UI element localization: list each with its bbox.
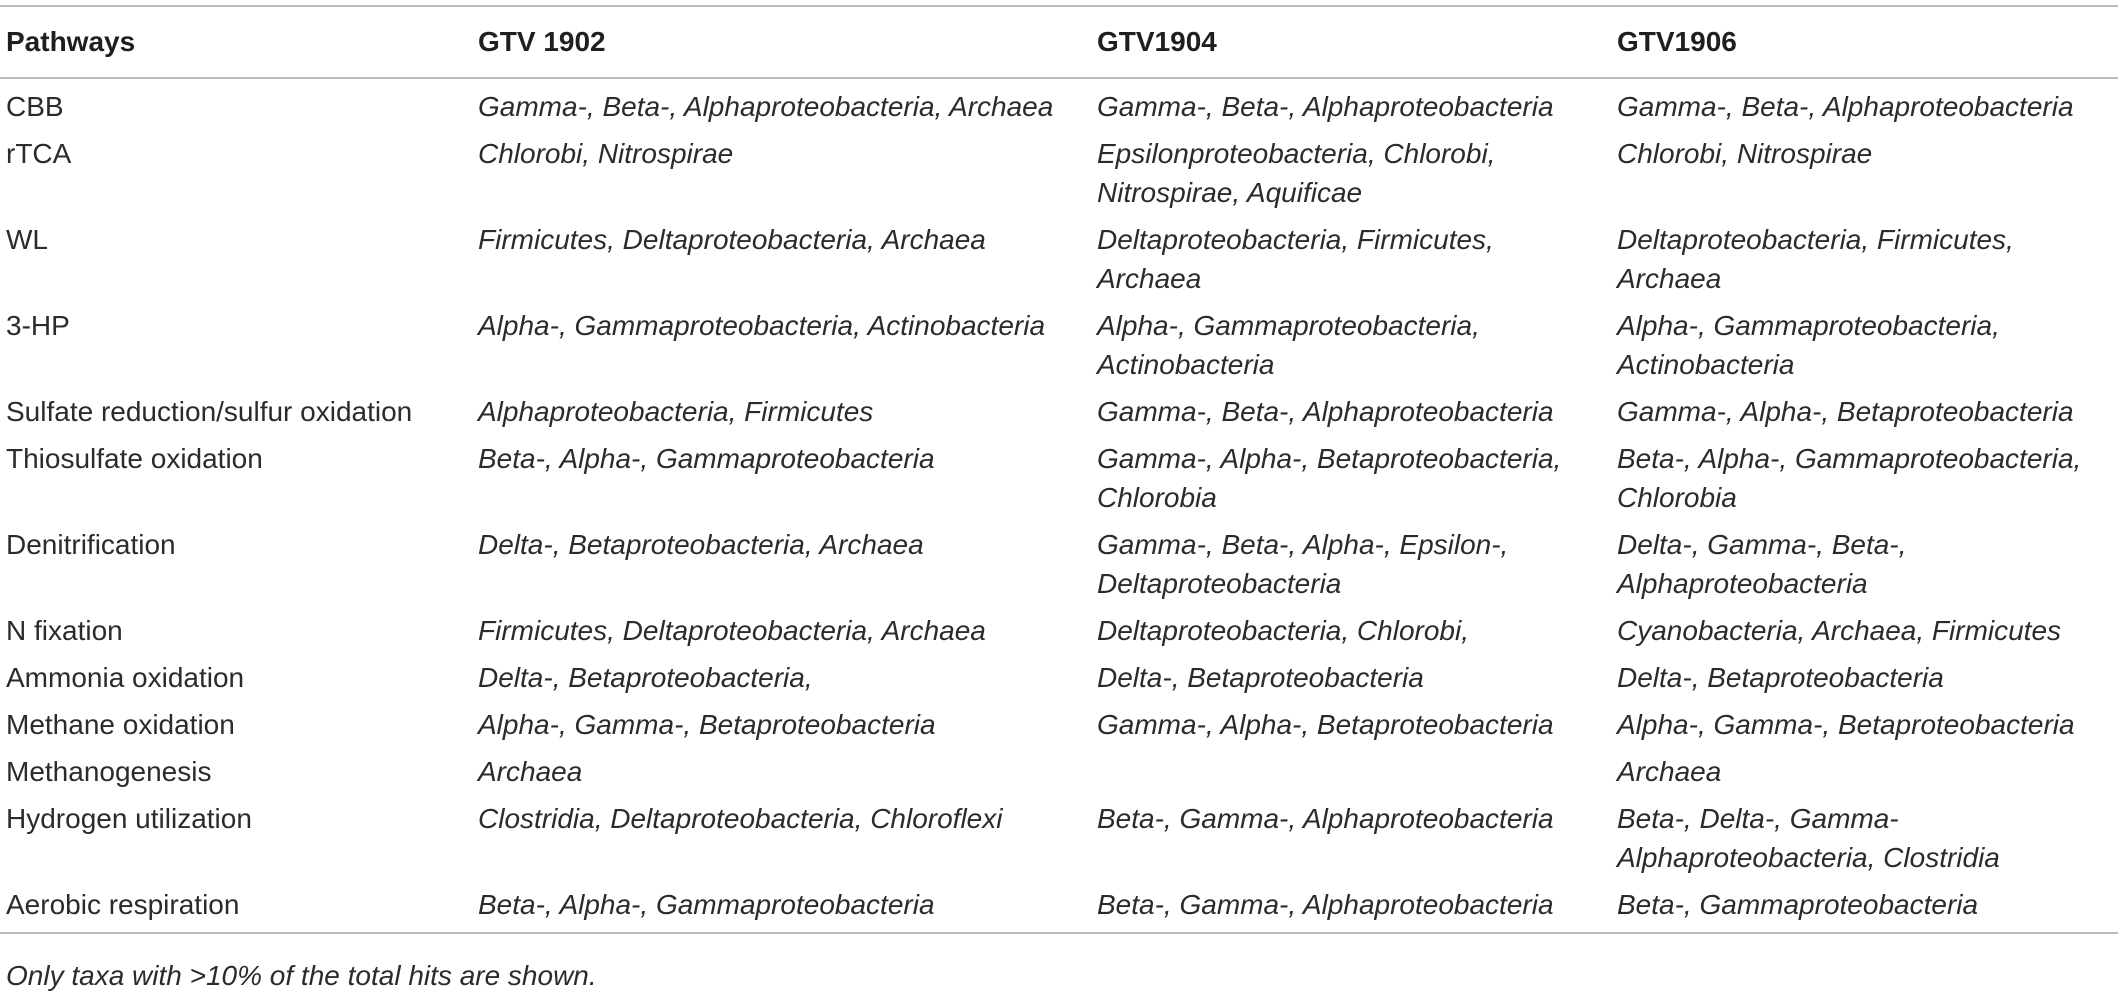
- taxa-cell-gtv1902: Alpha-, Gamma-, Betaproteobacteria: [478, 709, 936, 740]
- taxa-cell-gtv1904: Delta-, Betaproteobacteria: [1097, 662, 1424, 693]
- table-row: [0, 881, 2118, 933]
- taxa-cell-gtv1902: Alphaproteobacteria, Firmicutes: [478, 396, 874, 427]
- header-gtv1904: GTV1904: [1097, 26, 1217, 57]
- taxa-cell-gtv1906: Delta-, Betaproteobacteria: [1617, 662, 1944, 693]
- taxa-cell-gtv1904: Gamma-, Beta-, Alphaproteobacteria: [1097, 91, 1554, 122]
- taxa-cell-gtv1902: Delta-, Betaproteobacteria, Archaea: [478, 529, 924, 560]
- taxa-cell-gtv1906: Alpha-, Gammaproteobacteria, Actinobacteria: [1617, 310, 2000, 380]
- taxa-cell-gtv1902: Archaea: [478, 756, 583, 787]
- taxa-cell-gtv1902: Beta-, Alpha-, Gammaproteobacteria: [478, 443, 935, 474]
- table-row: [0, 654, 2118, 701]
- pathway-cell: Sulfate reduction/sulfur oxidation: [6, 396, 413, 427]
- pathway-cell: Denitrification: [6, 529, 176, 560]
- taxa-cell-gtv1904: [1091, 748, 1611, 795]
- pathway-cell: WL: [6, 224, 48, 255]
- header-gtv1902: GTV 1902: [478, 26, 606, 57]
- pathways-table-container: [0, 5, 2118, 934]
- taxa-cell-gtv1904: Deltaproteobacteria, Firmicutes, Archaea: [1097, 224, 1494, 294]
- taxa-cell-gtv1906: Alpha-, Gamma-, Betaproteobacteria: [1617, 709, 2075, 740]
- taxa-cell-gtv1906: Beta-, Delta-, Gamma-Alphaproteobacteria, Clostridia: [1617, 803, 2000, 873]
- taxa-cell-gtv1904: Epsilonproteobacteria, Chlorobi, Nitrospirae, Aquificae: [1097, 138, 1496, 208]
- table-row: [0, 216, 2118, 302]
- table-row: [0, 521, 2118, 607]
- table-row: [0, 607, 2118, 654]
- taxa-cell-gtv1906: Gamma-, Alpha-, Betaproteobacteria: [1617, 396, 2074, 427]
- pathway-cell: Aerobic respiration: [6, 889, 240, 920]
- taxa-cell-gtv1906: Delta-, Gamma-, Beta-, Alphaproteobacteria: [1617, 529, 1907, 599]
- pathway-cell: Methane oxidation: [6, 709, 235, 740]
- pathway-cell: Hydrogen utilization: [6, 803, 252, 834]
- table-row: [0, 435, 2118, 521]
- taxa-cell-gtv1902: Alpha-, Gammaproteobacteria, Actinobacteria: [478, 310, 1046, 341]
- pathway-cell: Thiosulfate oxidation: [6, 443, 263, 474]
- table-footnote: Only taxa with >10% of the total hits are shown.: [6, 960, 597, 991]
- pathway-cell: Methanogenesis: [6, 756, 212, 787]
- taxa-cell-gtv1904: Gamma-, Beta-, Alphaproteobacteria: [1097, 396, 1554, 427]
- header-gtv1906: GTV1906: [1617, 26, 1737, 57]
- taxa-cell-gtv1904: Deltaproteobacteria, Chlorobi,: [1097, 615, 1469, 646]
- taxa-cell-gtv1902: Firmicutes, Deltaproteobacteria, Archaea: [478, 615, 986, 646]
- taxa-cell-gtv1904: Gamma-, Alpha-, Betaproteobacteria: [1097, 709, 1554, 740]
- taxa-cell-gtv1904: Alpha-, Gammaproteobacteria, Actinobacteria: [1097, 310, 1480, 380]
- table-row: [0, 388, 2118, 435]
- taxa-cell-gtv1906: Chlorobi, Nitrospirae: [1617, 138, 1873, 169]
- pathway-cell: N fixation: [6, 615, 123, 646]
- table-row: [0, 748, 2118, 795]
- table-row: [0, 701, 2118, 748]
- taxa-cell-gtv1906: Beta-, Gammaproteobacteria: [1617, 889, 1979, 920]
- taxa-cell-gtv1904: Gamma-, Beta-, Alpha-, Epsilon-, Deltaproteobacteria: [1097, 529, 1509, 599]
- pathway-cell: rTCA: [6, 138, 72, 169]
- taxa-cell-gtv1902: Beta-, Alpha-, Gammaproteobacteria: [478, 889, 935, 920]
- pathway-cell: Ammonia oxidation: [6, 662, 245, 693]
- taxa-cell-gtv1906: Deltaproteobacteria, Firmicutes, Archaea: [1617, 224, 2014, 294]
- table-row: [0, 302, 2118, 388]
- taxa-cell-gtv1906: Archaea: [1617, 756, 1722, 787]
- taxa-cell-gtv1904: Gamma-, Alpha-, Betaproteobacteria, Chlorobia: [1097, 443, 1562, 513]
- taxa-cell-gtv1902: Firmicutes, Deltaproteobacteria, Archaea: [478, 224, 986, 255]
- taxa-cell-gtv1906: Cyanobacteria, Archaea, Firmicutes: [1617, 615, 2062, 646]
- table-header-row: [0, 6, 2118, 78]
- header-pathways: Pathways: [6, 26, 136, 57]
- table-row: [0, 78, 2118, 130]
- pathway-cell: CBB: [6, 91, 64, 122]
- taxa-cell-gtv1906: Beta-, Alpha-, Gammaproteobacteria, Chlorobia: [1617, 443, 2082, 513]
- taxa-cell-gtv1906: Gamma-, Beta-, Alphaproteobacteria: [1617, 91, 2074, 122]
- taxa-cell-gtv1904: Beta-, Gamma-, Alphaproteobacteria: [1097, 889, 1554, 920]
- taxa-cell-gtv1902: Delta-, Betaproteobacteria,: [478, 662, 813, 693]
- taxa-cell-gtv1902: Chlorobi, Nitrospirae: [478, 138, 734, 169]
- table-row: [0, 130, 2118, 216]
- table-row: [0, 795, 2118, 881]
- taxa-cell-gtv1904: Beta-, Gamma-, Alphaproteobacteria: [1097, 803, 1554, 834]
- pathway-cell: 3-HP: [6, 310, 70, 341]
- taxa-cell-gtv1902: Gamma-, Beta-, Alphaproteobacteria, Archaea: [478, 91, 1054, 122]
- pathways-table: [0, 5, 2118, 934]
- taxa-cell-gtv1902: Clostridia, Deltaproteobacteria, Chloroflexi: [478, 803, 1003, 834]
